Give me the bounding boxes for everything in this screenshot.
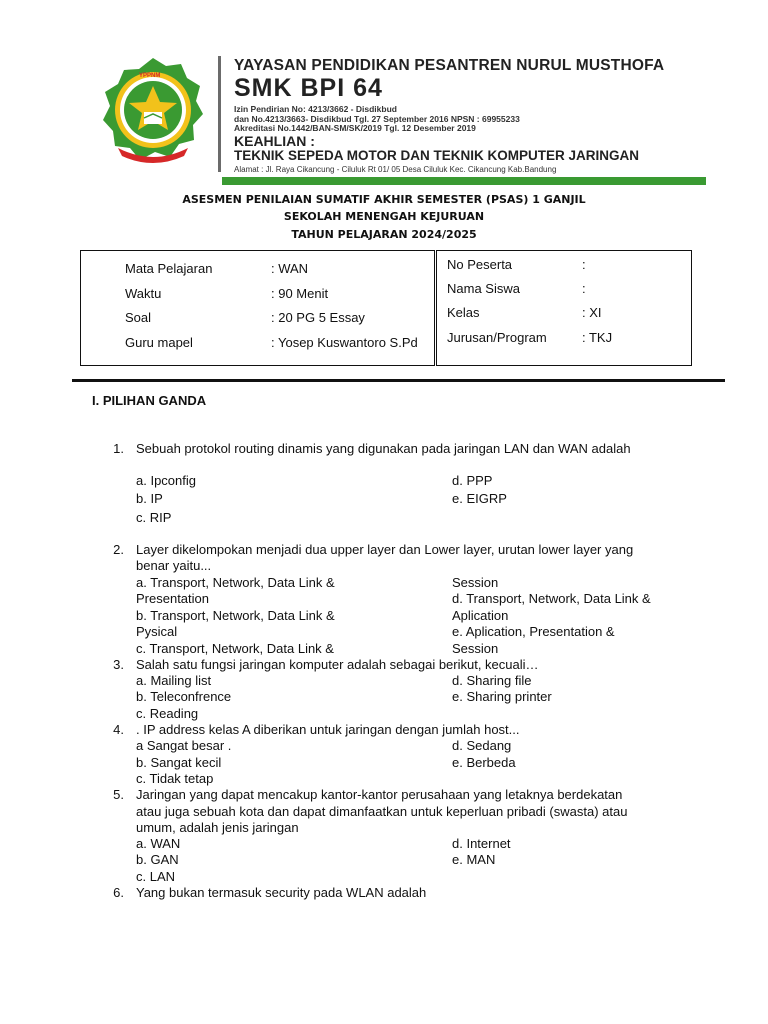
permit-line-2: dan No.4213/3663- Disdikbud Tgl. 27 September 2016 NPSN : 69955233 — [234, 114, 520, 124]
subject-info-box — [80, 250, 435, 366]
question-number: 5. — [113, 787, 124, 802]
option-e: e. Aplication, Presentation & — [452, 624, 615, 639]
option-continuation: Session — [452, 575, 499, 590]
school-name: SMK BPI 64 — [234, 74, 383, 102]
option-d: d. Sedang — [452, 738, 512, 753]
option-b: b. IP — [136, 491, 163, 506]
expertise-label: KEAHLIAN : — [234, 133, 315, 149]
info-label: No Peserta — [447, 257, 513, 272]
info-value: : 90 Menit — [271, 286, 329, 301]
info-value: : 20 PG 5 Essay — [271, 310, 365, 325]
student-info-box — [436, 250, 692, 366]
info-label: Nama Siswa — [447, 281, 520, 296]
info-value: : — [582, 281, 586, 296]
question-number: 3. — [113, 657, 124, 672]
question-number: 2. — [113, 542, 124, 557]
school-address: Alamat : Jl. Raya Cikancung - Ciluluk Rt 01/ 05 Desa Ciluluk Kec. Cikancung Kab.Bandung — [234, 165, 557, 174]
question-text: Layer dikelompokan menjadi dua upper layer dan Lower layer, urutan lower layer yang — [136, 542, 634, 557]
option-d: d. Transport, Network, Data Link & — [452, 591, 651, 606]
option-a: a. WAN — [136, 836, 181, 851]
school-level: SEKOLAH MENENGAH KEJURUAN — [283, 210, 485, 223]
academic-year: TAHUN PELAJARAN 2024/2025 — [291, 228, 477, 241]
question-number: 6. — [113, 885, 124, 900]
option-b: b. GAN — [136, 852, 179, 867]
option-a: a. Mailing list — [136, 673, 212, 688]
accreditation-line: Akreditasi No.1442/BAN-SM/SK/2019 Tgl. 12 Desember 2019 — [234, 123, 476, 133]
option-d: d. Internet — [452, 836, 511, 851]
organization-name: YAYASAN PENDIDIKAN PESANTREN NURUL MUSTHOFA — [234, 57, 665, 74]
header-green-bar — [222, 177, 706, 185]
question-number: 4. — [113, 722, 124, 737]
option-b: b. Teleconfrence — [136, 689, 232, 704]
question-text: atau juga sebuah kota dan dapat dimanfaatkan untuk keperluan pribadi (swasta) atau — [136, 804, 628, 819]
info-label: Guru mapel — [125, 335, 193, 350]
option-e: e. EIGRP — [452, 491, 507, 506]
permit-line: Izin Pendirian No: 4213/3662 - Disdikbud — [234, 104, 397, 114]
exam-title: ASESMEN PENILAIAN SUMATIF AKHIR SEMESTER (PSAS) 1 GANJIL — [182, 193, 586, 206]
option-a: a. Transport, Network, Data Link & — [136, 575, 335, 590]
logo-text: YPPNM — [139, 73, 161, 79]
section-title: I. PILIHAN GANDA — [92, 393, 207, 408]
option-b: b. Sangat kecil — [136, 755, 222, 770]
question-text: Jaringan yang dapat mencakup kantor-kantor perusahaan yang letaknya berdekatan — [136, 787, 623, 802]
question-text: benar yaitu... — [136, 558, 212, 573]
option-e: Session — [452, 641, 499, 656]
option-b: Pysical — [136, 624, 178, 639]
option-a: Presentation — [136, 591, 209, 606]
question-text: Salah satu fungsi jaringan komputer adalah sebagai berikut, kecuali… — [136, 657, 539, 672]
info-value: : WAN — [271, 261, 309, 276]
option-d: d. PPP — [452, 473, 493, 488]
info-value: : Yosep Kuswantoro S.Pd — [271, 335, 418, 350]
option-a: a Sangat besar . — [136, 738, 232, 753]
question-text: Yang bukan termasuk security pada WLAN adalah — [136, 885, 427, 900]
section-rule — [72, 379, 725, 382]
info-label: Soal — [125, 310, 152, 325]
option-d: d. Sharing file — [452, 673, 532, 688]
question-text: . IP address kelas A diberikan untuk jaringan dengan jumlah host... — [136, 722, 520, 737]
option-e: e. Berbeda — [452, 755, 516, 770]
info-label: Kelas — [447, 305, 480, 320]
option-e: e. MAN — [452, 852, 496, 867]
info-label: Jurusan/Program — [447, 330, 547, 345]
expertise-value: TEKNIK SEPEDA MOTOR DAN TEKNIK KOMPUTER JARINGAN — [234, 148, 640, 163]
option-c: c. RIP — [136, 510, 172, 525]
option-c: c. LAN — [136, 869, 176, 884]
option-b: b. Transport, Network, Data Link & — [136, 608, 335, 623]
question-text: umum, adalah jenis jaringan — [136, 820, 299, 835]
option-a: a. Ipconfig — [136, 473, 196, 488]
option-c: c. Reading — [136, 706, 199, 721]
info-label: Mata Pelajaran — [125, 261, 213, 276]
question-number: 1. — [113, 441, 124, 456]
option-c: c. Tidak tetap — [136, 771, 214, 786]
question-text: Sebuah protokol routing dinamis yang digunakan pada jaringan LAN dan WAN adalah — [136, 441, 631, 456]
option-d: Aplication — [452, 608, 509, 623]
info-label: Waktu — [125, 286, 162, 301]
header-divider — [218, 56, 221, 172]
info-value: : TKJ — [582, 330, 613, 345]
option-e: e. Sharing printer — [452, 689, 552, 704]
info-value: : XI — [582, 305, 602, 320]
option-c: c. Transport, Network, Data Link & — [136, 641, 334, 656]
info-value: : — [582, 257, 586, 272]
